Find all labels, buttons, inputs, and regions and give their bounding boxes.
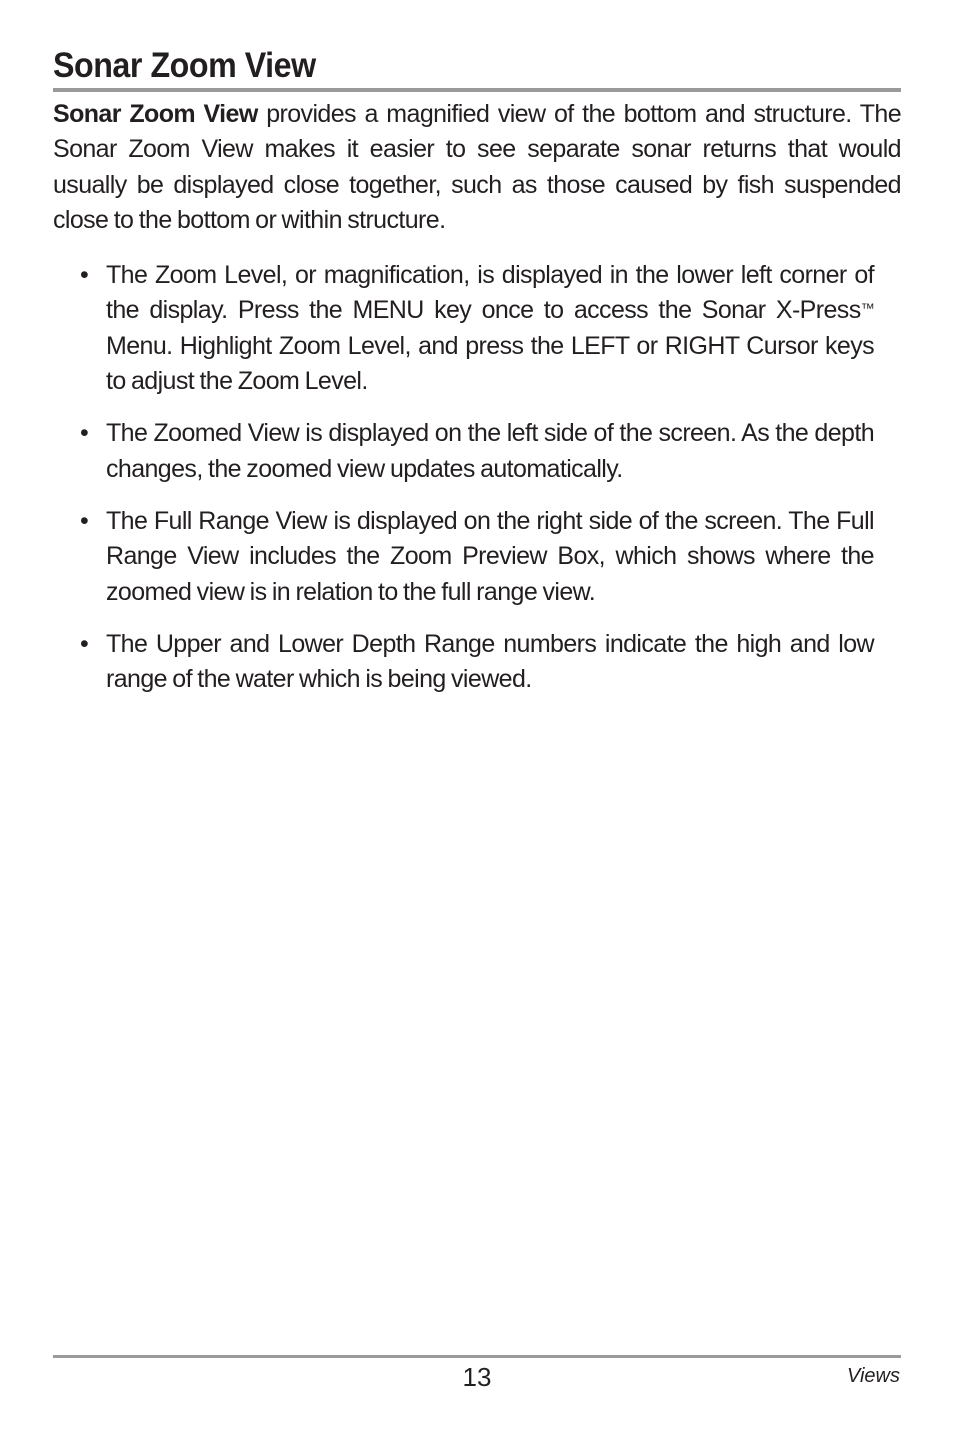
- list-item-text: The Upper and Lower Depth Range numbers indicate the high and low range of the water which is being viewed.: [106, 629, 874, 694]
- intro-text: provides a magnified view of the bottom and structure. The Sonar Zoom View makes it easier to see separate sonar returns that would usually be displayed close together, such as those caused by fish suspended close to the bottom or within structure.: [53, 100, 901, 234]
- intro-lead-term: Sonar Zoom View: [53, 100, 258, 128]
- page-number: 13: [462, 1362, 492, 1392]
- list-item-text: The Zoom Level, or magnification, is displayed in the lower left corner of the display. Press the MENU key once to access the Sonar X-Press: [106, 261, 874, 325]
- list-item: [53, 416, 901, 487]
- list-item-text: The Zoomed View is displayed on the left side of the screen. As the depth changes, the zoomed view updates automatically.: [106, 419, 874, 483]
- page-body: [53, 97, 901, 714]
- list-item: [53, 258, 901, 399]
- bullet-list: [53, 258, 901, 697]
- intro-paragraph: [53, 97, 901, 238]
- bullet-icon: •: [80, 506, 89, 535]
- list-item: [53, 627, 901, 698]
- bullet-icon: •: [80, 419, 89, 448]
- footer-divider: [53, 1355, 901, 1358]
- list-item-text-continued: Menu. Highlight Zoom Level, and press the LEFT or RIGHT Cursor keys to adjust the Zoom Level.: [106, 331, 874, 396]
- page-title: Sonar Zoom View: [53, 46, 316, 85]
- title-divider: [53, 88, 901, 92]
- trademark-symbol: ™: [860, 300, 874, 317]
- bullet-icon: •: [80, 629, 89, 658]
- list-item-text: The Full Range View is displayed on the right side of the screen. The Full Range View includes the Zoom Preview Box, which shows where the zoomed view is in relation to the full range view.: [106, 506, 874, 606]
- list-item: [53, 504, 901, 610]
- footer-section-name: Views: [847, 1365, 900, 1387]
- bullet-icon: •: [80, 261, 89, 290]
